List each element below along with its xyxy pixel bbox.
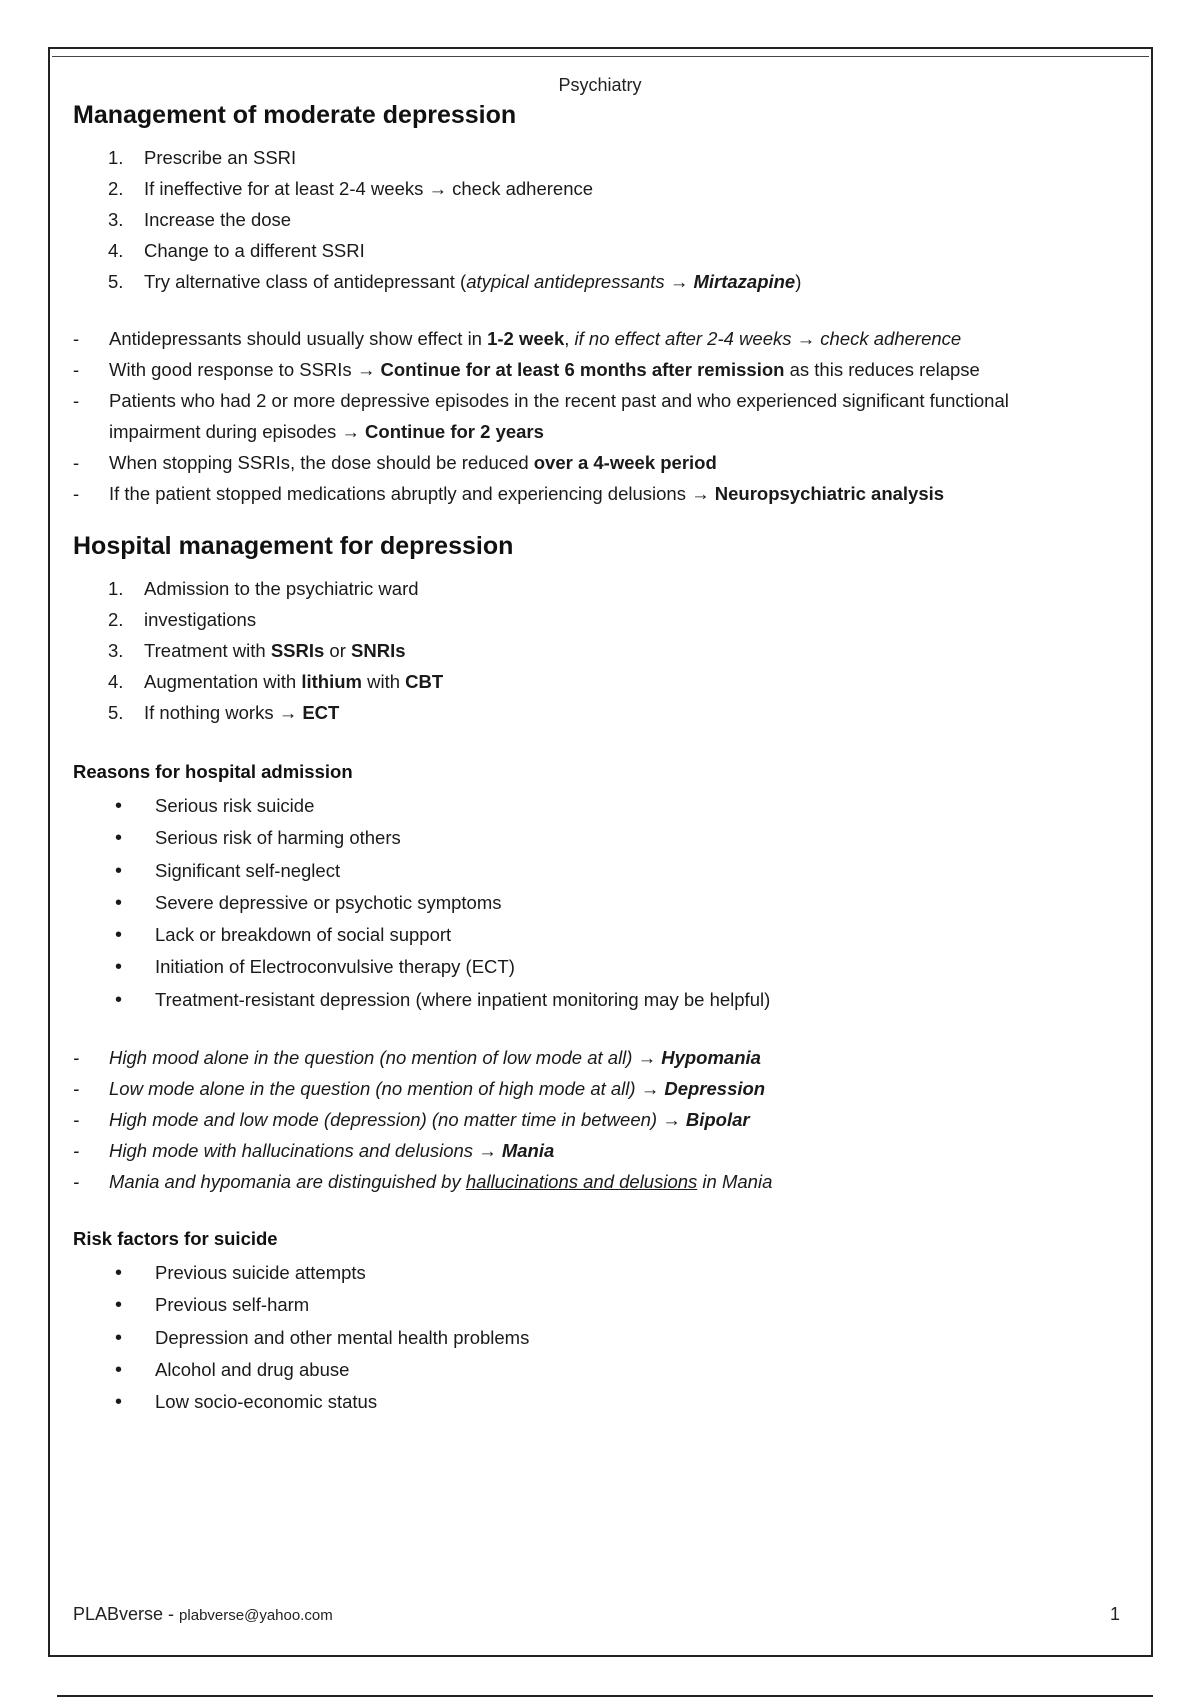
list-item: - High mood alone in the question (no mention of low mode at all) → Hypomania	[73, 1047, 761, 1069]
list-item: 4. Change to a different SSRI	[108, 240, 365, 261]
arrow-icon: →	[691, 483, 710, 504]
page-border-inner-line	[52, 56, 1149, 57]
list-item: 2. If ineffective for at least 2-4 weeks → check adherence	[108, 178, 594, 199]
arrow-icon: →	[662, 1109, 681, 1131]
list-item: • Initiation of Electroconvulsive therapy (ECT)	[115, 951, 1103, 983]
list-item: • Significant self-neglect	[115, 855, 1103, 887]
list-item: - Mania and hypomania are distinguished by hallucinations and delusions in Mania	[73, 1171, 773, 1193]
mood-notes	[73, 1042, 1103, 1197]
list-item: - When stopping SSRIs, the dose should be reduced over a 4-week period	[73, 452, 717, 473]
list-item: - Patients who had 2 or more depressive episodes in the recent past and who experienced significant functional impairment during episodes → Continue for 2 years	[73, 390, 1009, 442]
list-item: • Severe depressive or psychotic symptoms	[115, 887, 1103, 919]
list-item: 3. Treatment with SSRIs or SNRIs	[108, 640, 406, 661]
list-item: 4. Augmentation with lithium with CBT	[108, 671, 444, 692]
list-item: - Antidepressants should usually show effect in 1-2 week, if no effect after 2-4 weeks → check adherence	[73, 328, 962, 349]
list-item: - With good response to SSRIs → Continue for at least 6 months after remission as this reduces relapse	[73, 359, 980, 380]
list-item: 3. Increase the dose	[108, 209, 292, 230]
hospital-management-steps	[73, 573, 1103, 728]
arrow-icon: →	[428, 178, 447, 199]
list-item: - High mode with hallucinations and delusions → Mania	[73, 1140, 555, 1162]
arrow-icon: →	[341, 421, 360, 442]
list-item: 5. Try alternative class of antidepressant (atypical antidepressants → Mirtazapine)	[108, 271, 802, 292]
next-page-edge	[57, 1695, 1153, 1697]
list-item: • Serious risk of harming others	[115, 822, 1103, 854]
arrow-icon: →	[278, 702, 298, 723]
moderate-depression-notes	[73, 323, 1103, 509]
list-item: • Previous suicide attempts	[115, 1257, 1103, 1289]
list-item: 2. investigations	[108, 609, 257, 630]
arrow-icon: →	[640, 1078, 660, 1100]
list-item: • Previous self-harm	[115, 1289, 1103, 1321]
page-header-label: Psychiatry	[558, 75, 642, 95]
arrow-icon: →	[478, 1140, 497, 1162]
reasons-heading: Reasons for hospital admission	[73, 761, 353, 782]
risk-factors-heading: Risk factors for suicide	[73, 1228, 278, 1250]
list-item: • Alcohol and drug abuse	[115, 1354, 1103, 1386]
document-body	[73, 98, 1103, 1419]
list-item: • Serious risk suicide	[115, 790, 1103, 822]
section-title-moderate-depression: Management of moderate depression	[73, 101, 517, 129]
footer-email: plabverse@yahoo.com	[179, 1607, 333, 1624]
arrow-icon: →	[356, 359, 376, 380]
section-title-hospital-management: Hospital management for depression	[73, 532, 514, 560]
list-item: 5. If nothing works → ECT	[108, 702, 340, 723]
footer-brand: PLABverse - plabverse@yahoo.com	[73, 1604, 333, 1624]
list-item: • Treatment-resistant depression (where inpatient monitoring may be helpful)	[115, 984, 1103, 1016]
list-item: - If the patient stopped medications abruptly and experiencing delusions → Neuropsychiatric analysis	[73, 483, 945, 504]
risk-factors-list	[73, 1257, 1103, 1418]
list-item: - High mode and low mode (depression) (no matter time in between) → Bipolar	[73, 1109, 750, 1131]
list-item: 1. Prescribe an SSRI	[108, 147, 297, 168]
reasons-list	[73, 790, 1103, 1016]
arrow-icon: →	[796, 328, 816, 349]
list-item: • Low socio-economic status	[115, 1386, 1103, 1418]
arrow-icon: →	[637, 1047, 657, 1069]
footer-brand-name: PLABverse	[73, 1604, 164, 1624]
list-item: 1. Admission to the psychiatric ward	[108, 578, 419, 599]
list-item: - Low mode alone in the question (no mention of high mode at all) → Depression	[73, 1078, 766, 1100]
moderate-depression-steps	[73, 142, 1103, 297]
page-number: 1	[1109, 1604, 1120, 1624]
list-item: • Depression and other mental health problems	[115, 1322, 1103, 1354]
list-item: • Lack or breakdown of social support	[115, 919, 1103, 951]
arrow-icon: →	[669, 271, 689, 292]
